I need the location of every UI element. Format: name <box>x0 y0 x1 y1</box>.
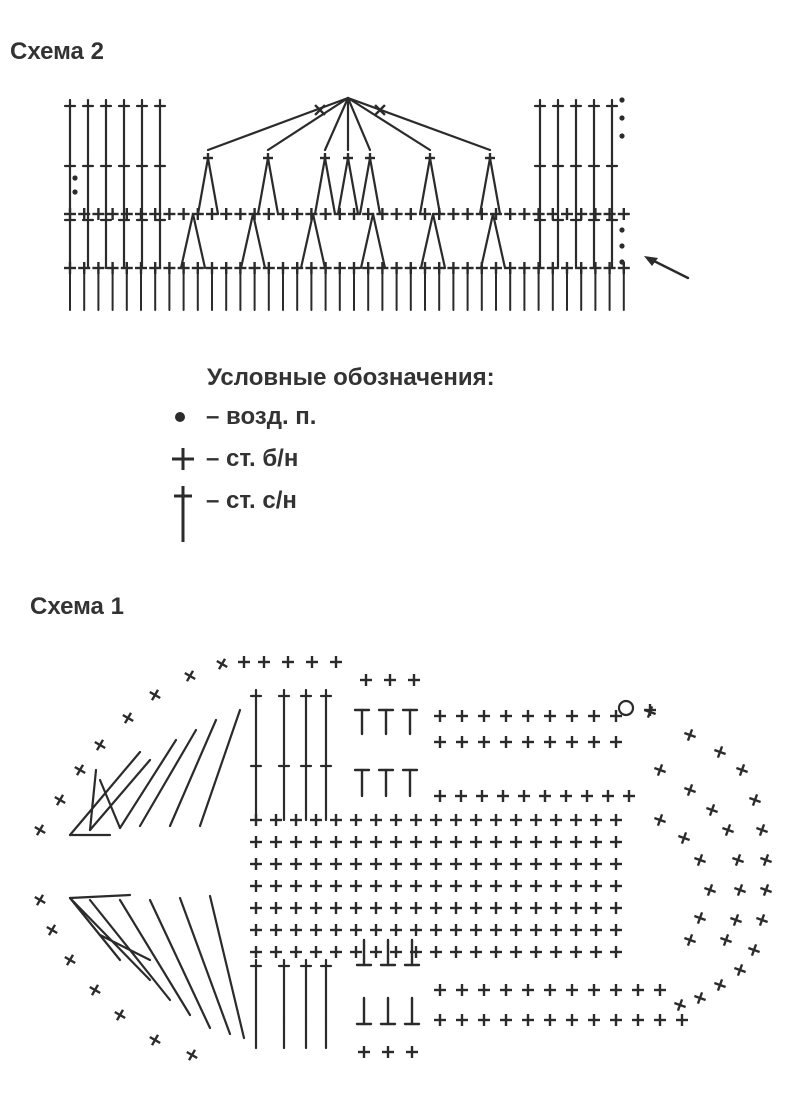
dc-fan <box>140 730 196 826</box>
sc-symbol <box>518 790 530 802</box>
sc-symbol <box>570 836 582 848</box>
sc-symbol <box>32 822 48 838</box>
sc-symbol <box>510 858 522 870</box>
sc-symbol <box>250 946 262 958</box>
sc-symbol <box>430 902 442 914</box>
sc-symbol <box>490 880 502 892</box>
sc-symbol <box>410 858 422 870</box>
sc-symbol <box>147 687 163 703</box>
sc-symbol <box>430 858 442 870</box>
sc-symbol <box>282 656 294 668</box>
sc-symbol <box>522 984 534 996</box>
sc-symbol <box>270 858 282 870</box>
sc-symbol <box>270 836 282 848</box>
sc-symbol <box>610 858 622 870</box>
sc-symbol <box>566 736 578 748</box>
dc-fan <box>90 770 96 830</box>
sc-symbol <box>270 946 282 958</box>
sc-symbol <box>270 924 282 936</box>
sc-symbol <box>434 736 446 748</box>
sc-symbol <box>570 902 582 914</box>
sc-symbol <box>610 880 622 892</box>
sc-symbol <box>238 656 250 668</box>
sc-symbol <box>182 668 198 684</box>
sc-symbol <box>250 924 262 936</box>
sc-symbol <box>330 656 342 668</box>
sc-symbol <box>730 852 745 867</box>
sc-symbol <box>570 880 582 892</box>
sc-symbol <box>470 858 482 870</box>
sc-symbol <box>510 880 522 892</box>
sc-symbol <box>590 814 602 826</box>
sc-symbol <box>290 880 302 892</box>
sc-symbol <box>250 836 262 848</box>
sc-symbol <box>732 962 747 977</box>
sc-symbol <box>590 880 602 892</box>
sc-symbol <box>654 1014 666 1026</box>
sc-symbol <box>370 880 382 892</box>
sc-symbol <box>310 880 322 892</box>
sc-symbol <box>476 790 488 802</box>
sc-symbol <box>350 946 362 958</box>
sc-symbol <box>692 990 707 1005</box>
sc-symbol <box>358 1046 370 1058</box>
sc-symbol <box>590 902 602 914</box>
sc-symbol <box>390 946 402 958</box>
sc-symbol <box>430 880 442 892</box>
sc-symbol <box>544 736 556 748</box>
sc-symbol <box>456 736 468 748</box>
sc-symbol <box>310 858 322 870</box>
sc-symbol <box>588 1014 600 1026</box>
sc-symbol <box>588 984 600 996</box>
sc-symbol <box>360 674 372 686</box>
sc-symbol <box>682 932 697 947</box>
sc-symbol <box>112 1007 128 1023</box>
sc-symbol <box>747 792 762 807</box>
sc-symbol <box>746 942 761 957</box>
sc-symbol <box>478 984 490 996</box>
sc-symbol <box>450 902 462 914</box>
sc-symbol <box>410 924 422 936</box>
sc-symbol <box>350 814 362 826</box>
sc-symbol <box>550 880 562 892</box>
sc-symbol <box>712 977 727 992</box>
sc-symbol <box>676 1014 688 1026</box>
sc-symbol <box>500 710 512 722</box>
sc-symbol <box>712 744 727 759</box>
dc-fan <box>70 895 130 898</box>
sc-symbol <box>470 814 482 826</box>
sc-symbol <box>306 656 318 668</box>
sc-symbol <box>470 946 482 958</box>
sc-symbol <box>330 836 342 848</box>
sc-symbol <box>522 736 534 748</box>
sc-symbol <box>330 946 342 958</box>
sc-symbol <box>214 656 230 672</box>
scheme-1-title: Схема 1 <box>30 593 124 620</box>
sc-symbol <box>610 736 622 748</box>
sc-symbol <box>570 946 582 958</box>
sc-symbol <box>450 880 462 892</box>
sc-symbol <box>590 836 602 848</box>
sc-symbol <box>581 790 593 802</box>
sc-symbol <box>350 836 362 848</box>
sc-symbol <box>330 814 342 826</box>
sc-symbol <box>350 924 362 936</box>
sc-symbol <box>450 858 462 870</box>
sc-symbol <box>632 1014 644 1026</box>
sc-symbol <box>350 902 362 914</box>
sc-symbol <box>470 902 482 914</box>
sc-symbol <box>530 814 542 826</box>
sc-symbol <box>350 880 362 892</box>
sc-symbol <box>450 924 462 936</box>
sc-symbol <box>370 924 382 936</box>
sc-symbol <box>382 1046 394 1058</box>
sc-symbol <box>478 736 490 748</box>
sc-symbol <box>250 902 262 914</box>
sc-symbol <box>450 946 462 958</box>
sc-symbol <box>610 902 622 914</box>
sc-symbol <box>590 858 602 870</box>
sc-symbol <box>652 762 667 777</box>
sc-symbol <box>758 882 773 897</box>
sc-symbol <box>490 814 502 826</box>
sc-symbol <box>290 946 302 958</box>
sc-symbol <box>490 902 502 914</box>
sc-symbol <box>290 836 302 848</box>
sc-symbol <box>530 902 542 914</box>
sc-symbol <box>184 1047 200 1063</box>
sc-symbol <box>610 946 622 958</box>
dc-fan <box>120 900 190 1015</box>
sc-symbol <box>610 924 622 936</box>
sc-symbol <box>566 710 578 722</box>
sc-symbol <box>732 882 747 897</box>
sc-symbol <box>754 822 769 837</box>
sc-symbol <box>250 858 262 870</box>
sc-symbol <box>550 924 562 936</box>
sc-symbol <box>270 814 282 826</box>
scheme-2-title: Схема 2 <box>10 38 104 65</box>
sc-symbol <box>384 674 396 686</box>
sc-symbol <box>522 1014 534 1026</box>
sc-symbol <box>623 790 635 802</box>
sc-symbol <box>456 1014 468 1026</box>
sc-symbol <box>570 814 582 826</box>
sc-symbol <box>500 984 512 996</box>
sc-symbol <box>632 984 644 996</box>
sc-symbol <box>410 902 422 914</box>
sc-symbol <box>566 984 578 996</box>
sc-symbol <box>430 836 442 848</box>
sc-symbol <box>550 836 562 848</box>
sc-symbol <box>510 924 522 936</box>
sc-symbol <box>510 836 522 848</box>
sc-symbol <box>490 924 502 936</box>
sc-symbol <box>370 858 382 870</box>
dc-fan <box>210 896 244 1038</box>
sc-symbol <box>588 736 600 748</box>
sc-symbol <box>87 982 103 998</box>
sc-symbol <box>310 924 322 936</box>
sc-symbol <box>72 762 88 778</box>
sc-symbol <box>430 814 442 826</box>
sc-symbol <box>560 790 572 802</box>
sc-symbol <box>702 882 717 897</box>
legend-text-chain: – возд. п. <box>206 403 317 430</box>
sc-symbol <box>434 1014 446 1026</box>
sc-symbol <box>310 946 322 958</box>
sc-symbol <box>652 812 667 827</box>
sc-symbol <box>330 858 342 870</box>
sc-symbol <box>522 710 534 722</box>
sc-symbol <box>390 880 402 892</box>
sc-symbol <box>310 836 322 848</box>
sc-symbol <box>330 924 342 936</box>
sc-symbol <box>434 710 446 722</box>
sc-symbol <box>478 710 490 722</box>
sc-symbol <box>728 912 743 927</box>
sc-symbol <box>490 836 502 848</box>
sc-symbol <box>682 727 697 742</box>
sc-symbol <box>610 984 622 996</box>
sc-symbol <box>530 946 542 958</box>
sc-symbol <box>566 1014 578 1026</box>
sc-symbol <box>510 814 522 826</box>
sc-symbol <box>682 782 697 797</box>
sc-symbol <box>350 858 362 870</box>
sc-symbol <box>370 814 382 826</box>
dc-fan <box>180 898 230 1034</box>
sc-symbol <box>434 984 446 996</box>
sc-symbol <box>544 710 556 722</box>
sc-symbol <box>539 790 551 802</box>
sc-symbol <box>408 674 420 686</box>
dc-fan <box>200 710 240 826</box>
sc-symbol <box>92 737 108 753</box>
sc-symbol <box>290 858 302 870</box>
sc-symbol <box>450 836 462 848</box>
sc-symbol <box>588 710 600 722</box>
sc-symbol <box>610 836 622 848</box>
legend-text-double-crochet: – ст. с/н <box>206 487 297 514</box>
sc-symbol <box>758 852 773 867</box>
sc-symbol <box>704 802 719 817</box>
chain-ring <box>619 701 633 715</box>
sc-symbol <box>290 924 302 936</box>
sc-symbol <box>390 924 402 936</box>
sc-symbol <box>450 814 462 826</box>
sc-symbol <box>550 902 562 914</box>
sc-symbol <box>62 952 78 968</box>
sc-symbol <box>270 902 282 914</box>
sc-symbol <box>720 822 735 837</box>
sc-symbol <box>330 902 342 914</box>
sc-symbol <box>370 902 382 914</box>
sc-symbol <box>718 932 733 947</box>
sc-symbol <box>610 814 622 826</box>
sc-symbol <box>270 880 282 892</box>
sc-symbol <box>330 880 342 892</box>
sc-symbol <box>455 790 467 802</box>
sc-symbol <box>120 710 136 726</box>
sc-symbol <box>406 1046 418 1058</box>
sc-symbol <box>490 946 502 958</box>
sc-symbol <box>550 814 562 826</box>
sc-symbol <box>390 814 402 826</box>
sc-symbol <box>530 880 542 892</box>
sc-symbol <box>672 997 687 1012</box>
sc-symbol <box>310 814 322 826</box>
sc-symbol <box>390 858 402 870</box>
sc-symbol <box>692 910 707 925</box>
sc-symbol <box>530 836 542 848</box>
sc-symbol <box>497 790 509 802</box>
sc-symbol <box>510 946 522 958</box>
sc-symbol <box>550 946 562 958</box>
sc-symbol <box>390 836 402 848</box>
sc-symbol <box>544 984 556 996</box>
sc-symbol <box>570 858 582 870</box>
sc-symbol <box>734 762 749 777</box>
sc-symbol <box>500 1014 512 1026</box>
sc-symbol <box>44 922 60 938</box>
sc-symbol <box>310 902 322 914</box>
sc-symbol <box>654 984 666 996</box>
sc-symbol <box>52 792 68 808</box>
sc-symbol <box>590 946 602 958</box>
sc-symbol <box>434 790 446 802</box>
sc-symbol <box>147 1032 163 1048</box>
sc-symbol <box>470 924 482 936</box>
sc-symbol <box>32 892 48 908</box>
sc-symbol <box>602 790 614 802</box>
sc-symbol <box>590 924 602 936</box>
sc-symbol <box>290 902 302 914</box>
sc-symbol <box>610 1014 622 1026</box>
sc-symbol <box>500 736 512 748</box>
sc-symbol <box>370 946 382 958</box>
sc-symbol <box>410 814 422 826</box>
sc-symbol <box>490 858 502 870</box>
sc-symbol <box>250 880 262 892</box>
sc-symbol <box>470 836 482 848</box>
sc-symbol <box>692 852 707 867</box>
sc-symbol <box>676 830 691 845</box>
sc-symbol <box>430 924 442 936</box>
sc-symbol <box>478 1014 490 1026</box>
sc-symbol <box>456 984 468 996</box>
legend-heading: Условные обозначения: <box>207 364 495 391</box>
sc-symbol <box>430 946 442 958</box>
sc-symbol <box>510 902 522 914</box>
sc-symbol <box>530 858 542 870</box>
sc-symbol <box>258 656 270 668</box>
sc-symbol <box>410 836 422 848</box>
sc-symbol <box>544 1014 556 1026</box>
legend-text-single-crochet: – ст. б/н <box>206 445 299 472</box>
sc-symbol <box>410 880 422 892</box>
sc-symbol <box>550 858 562 870</box>
sc-symbol <box>370 836 382 848</box>
sc-symbol <box>530 924 542 936</box>
sc-symbol <box>470 880 482 892</box>
sc-symbol <box>290 814 302 826</box>
sc-symbol <box>456 710 468 722</box>
sc-symbol <box>754 912 769 927</box>
sc-symbol <box>570 924 582 936</box>
sc-symbol <box>390 902 402 914</box>
